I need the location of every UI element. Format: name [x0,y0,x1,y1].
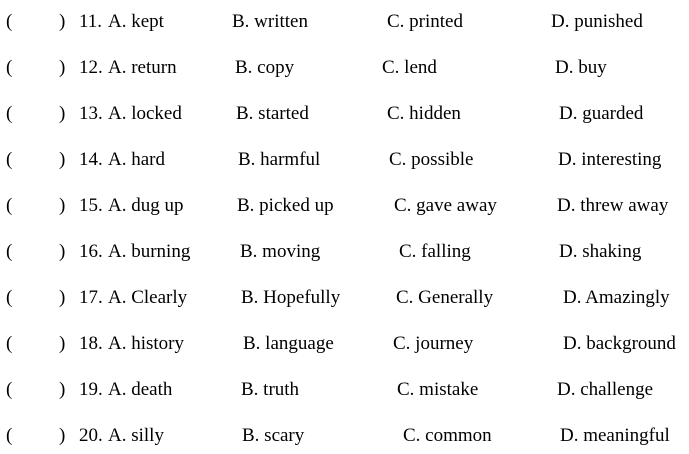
option-b: B. copy [235,57,295,78]
option-a: A. kept [108,11,164,32]
option-c: C. common [403,425,492,446]
question-number: 14. [79,149,103,170]
answer-paren-open: ( [6,333,13,354]
answer-paren-open: ( [6,241,13,262]
question-number: 18. [79,333,103,354]
question-number: 15. [79,195,103,216]
option-d: D. background [563,333,676,354]
answer-paren-close: ) [59,103,66,124]
option-b: B. picked up [237,195,334,216]
answer-paren-close: ) [59,241,66,262]
question-number: 19. [79,379,103,400]
answer-paren-close: ) [59,425,66,446]
option-a: A. death [108,379,173,400]
question-row-16 [0,237,689,267]
question-row-14 [0,145,689,175]
answer-paren-close: ) [59,379,66,400]
question-row-20 [0,421,689,451]
option-a: A. hard [108,149,165,170]
question-number: 16. [79,241,103,262]
answer-paren-open: ( [6,287,13,308]
option-d: D. challenge [557,379,654,400]
option-d: D. shaking [559,241,642,262]
question-number: 17. [79,287,103,308]
question-row-18 [0,329,689,359]
option-a: A. locked [108,103,182,124]
answer-paren-close: ) [59,287,66,308]
option-b: B. harmful [238,149,321,170]
answer-paren-open: ( [6,425,13,446]
answer-paren-open: ( [6,11,13,32]
question-row-11 [0,7,689,37]
option-c: C. mistake [397,379,479,400]
option-c: C. printed [387,11,463,32]
question-row-15 [0,191,689,221]
question-number: 20. [79,425,103,446]
answer-paren-close: ) [59,11,66,32]
option-b: B. written [232,11,308,32]
option-d: D. meaningful [560,425,670,446]
option-c: C. journey [393,333,474,354]
option-d: D. buy [555,57,607,78]
option-b: B. started [236,103,309,124]
option-b: B. scary [242,425,305,446]
question-row-12 [0,53,689,83]
option-d: D. Amazingly [563,287,670,308]
option-c: C. gave away [394,195,497,216]
option-c: C. lend [382,57,437,78]
option-a: A. silly [108,425,164,446]
question-number: 11. [79,11,103,32]
option-d: D. threw away [557,195,669,216]
option-b: B. Hopefully [241,287,341,308]
answer-paren-open: ( [6,195,13,216]
answer-paren-open: ( [6,57,13,78]
question-row-17 [0,283,689,313]
question-row-19 [0,375,689,405]
answer-paren-close: ) [59,195,66,216]
option-c: C. possible [389,149,474,170]
option-a: A. Clearly [108,287,188,308]
question-number: 12. [79,57,103,78]
option-d: D. punished [551,11,643,32]
answer-paren-close: ) [59,149,66,170]
option-a: A. return [108,57,177,78]
option-a: A. dug up [108,195,184,216]
option-b: B. moving [240,241,321,262]
answer-paren-open: ( [6,103,13,124]
option-b: B. truth [241,379,300,400]
option-c: C. hidden [387,103,461,124]
answer-paren-open: ( [6,149,13,170]
question-number: 13. [79,103,103,124]
option-c: C. Generally [396,287,494,308]
option-d: D. guarded [559,103,644,124]
answer-paren-open: ( [6,379,13,400]
answer-paren-close: ) [59,333,66,354]
answer-paren-close: ) [59,57,66,78]
question-row-13 [0,99,689,129]
option-d: D. interesting [558,149,662,170]
option-a: A. burning [108,241,191,262]
option-b: B. language [243,333,334,354]
option-c: C. falling [399,241,471,262]
option-a: A. history [108,333,184,354]
